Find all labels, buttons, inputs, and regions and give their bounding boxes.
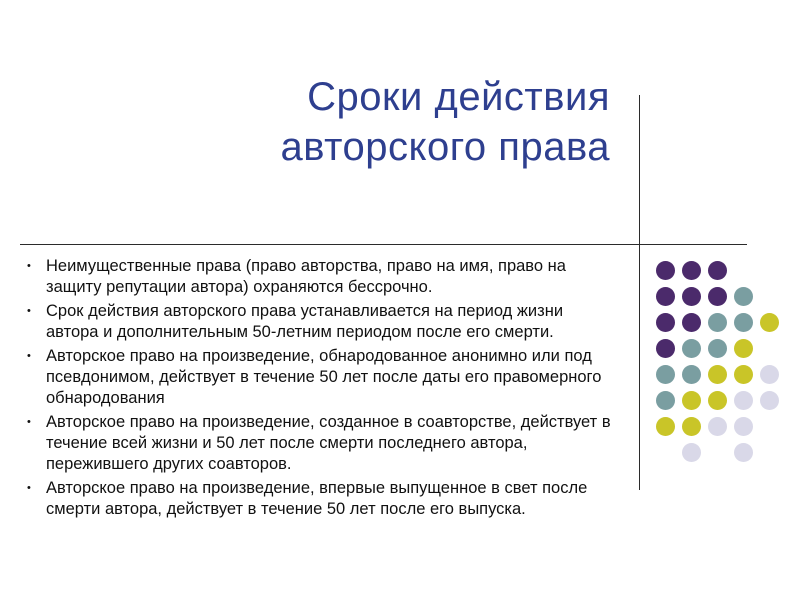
slide-title-line-2: авторского права [280, 125, 610, 169]
vertical-divider [639, 95, 640, 490]
bullet-item [20, 346, 620, 409]
dot-lavender [682, 443, 701, 462]
dot-teal [682, 339, 701, 358]
dot-teal [734, 313, 753, 332]
bullet-text: Авторское право на произведение, впервые выпущенное в свет после смерти автора, действует в течение 50 лет после его выпуска. [46, 479, 588, 518]
dot-purple [656, 287, 675, 306]
dot-teal [656, 391, 675, 410]
dot-purple [708, 287, 727, 306]
dot-olive [656, 417, 675, 436]
dot-purple [682, 313, 701, 332]
horizontal-divider [20, 244, 747, 245]
bullet-icon: • [27, 350, 31, 362]
dot-purple [708, 261, 727, 280]
bullet-text: Авторское право на произведение, созданное в соавторстве, действует в течение всей жизни и 50 лет после смерти последнего автора, пережившего других соавторов. [46, 413, 611, 473]
dot-teal [682, 365, 701, 384]
dot-olive [734, 365, 753, 384]
slide-title-line-1: Сроки действия [307, 75, 610, 119]
dot-lavender [734, 417, 753, 436]
dot-purple [656, 261, 675, 280]
slide-title [281, 72, 610, 172]
dot-olive [682, 417, 701, 436]
bullet-icon: • [27, 305, 31, 317]
dot-olive [734, 339, 753, 358]
bullet-icon: • [27, 482, 31, 494]
dot-purple [682, 287, 701, 306]
dot-lavender [708, 417, 727, 436]
bullet-item [20, 478, 620, 520]
bullet-icon: • [27, 416, 31, 428]
bullet-item [20, 301, 620, 343]
dot-lavender [734, 391, 753, 410]
bullet-icon: • [27, 260, 31, 272]
dot-lavender [760, 365, 779, 384]
bullet-list [20, 256, 620, 523]
dot-olive [682, 391, 701, 410]
dot-teal [734, 287, 753, 306]
dot-purple [656, 339, 675, 358]
dot-olive [760, 313, 779, 332]
bullet-item [20, 256, 620, 298]
dot-teal [656, 365, 675, 384]
dot-teal [708, 339, 727, 358]
bullet-item [20, 412, 620, 475]
dot-lavender [734, 443, 753, 462]
dot-lavender [760, 391, 779, 410]
dot-purple [682, 261, 701, 280]
bullet-text: Срок действия авторского права устанавливается на период жизни автора и дополнительным 50-летним периодом после его смерти. [46, 302, 564, 341]
bullet-text: Авторское право на произведение, обнародованное анонимно или под псевдонимом, действует в течение 50 лет после даты его правомерного обнародования [46, 347, 602, 407]
dot-teal [708, 313, 727, 332]
dot-olive [708, 365, 727, 384]
dot-olive [708, 391, 727, 410]
bullet-text: Неимущественные права (право авторства, право на имя, право на защиту репутации автора) охраняются бессрочно. [46, 257, 566, 296]
dot-purple [656, 313, 675, 332]
